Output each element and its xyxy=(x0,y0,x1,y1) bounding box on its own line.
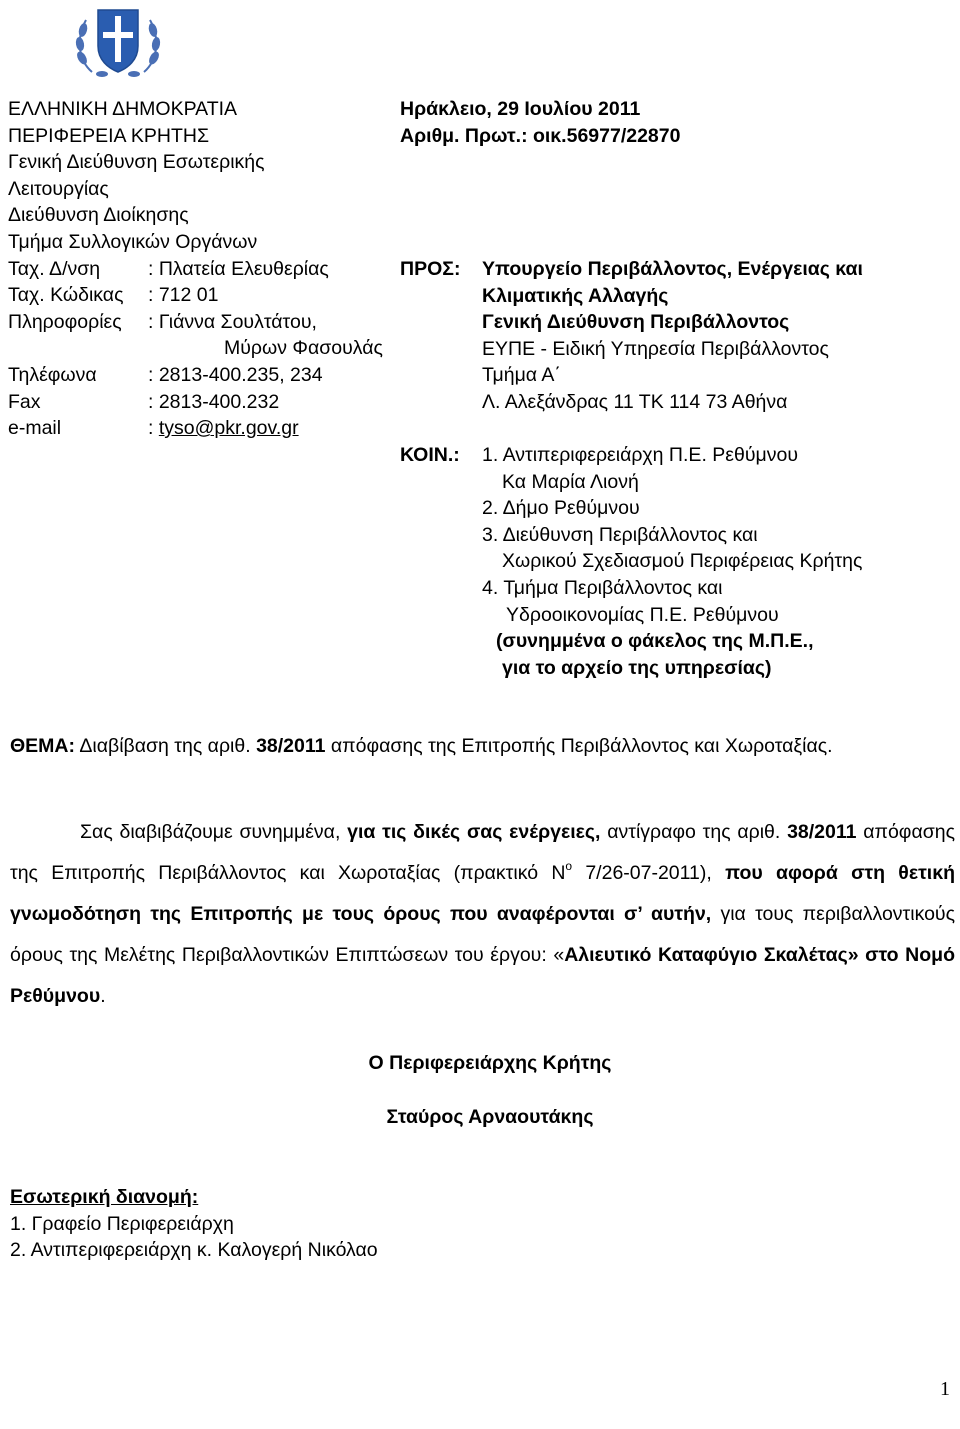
recipient-line: Τμήμα Α΄ xyxy=(482,364,561,387)
field-value: : 2813-400.232 xyxy=(148,390,280,413)
sender-line: ΕΛΛΗΝΙΚΗ ΔΗΜΟΚΡΑΤΙΑ xyxy=(8,98,238,120)
field-key: e-mail xyxy=(8,417,62,440)
body-text-bold: 38/2011 xyxy=(787,821,857,843)
body-text: . xyxy=(100,985,106,1007)
subject-text: απόφασης της Επιτροπής Περιβάλλοντος και Χωροταξίας. xyxy=(325,735,833,757)
body-text-bold: που αφορά στη θετική γνωμοδότηση της Επιτροπής με τους όρους που αναφέρονται σ’ αυτήν, xyxy=(10,862,955,925)
body-paragraph xyxy=(10,812,955,1017)
recipient-line: Υπουργείο Περιβάλλοντος, Ενέργειας και xyxy=(482,258,863,280)
field-value: : 712 01 xyxy=(148,284,219,307)
internal-item: 2. Αντιπεριφερειάρχη κ. Καλογερή Νικόλαο xyxy=(10,1239,378,1262)
body-text: για τους περιβαλλοντικούς όρους της Μελέτης Περιβαλλοντικών Επιπτώσεων του έργου: « xyxy=(10,903,955,966)
cc-line: Υδροοικονομίας Π.Ε. Ρεθύμνου xyxy=(506,603,779,626)
field-value: Μύρων Φασουλάς xyxy=(224,337,383,360)
date-line: Ηράκλειο, 29 Ιουλίου 2011 xyxy=(400,98,641,120)
field-value xyxy=(148,415,299,442)
cc-line: 2. Δήμο Ρεθύμνου xyxy=(482,497,640,520)
address-field xyxy=(8,256,329,283)
cc-line: 1. Αντιπεριφερειάρχη Π.Ε. Ρεθύμνου xyxy=(482,444,798,466)
email-field xyxy=(8,415,299,442)
recipient-line: ΕΥΠΕ - Ειδική Υπηρεσία Περιβάλλοντος xyxy=(482,337,829,360)
cc-line: (συνημμένα ο φάκελος της Μ.Π.Ε., xyxy=(496,630,814,653)
field-key: Ταχ. Δ/νση xyxy=(8,257,101,280)
body-text: αντίγραφο της αριθ. xyxy=(600,821,788,843)
info-field-continued xyxy=(8,335,383,362)
sender-line: Γενική Διεύθυνση Εσωτερικής xyxy=(8,151,265,174)
body-text-bold: Αλιευτικό Καταφύγιο Σκαλέτας» στο Νομό Ρεθύμνου xyxy=(10,944,955,1007)
body-text: 7/26-07-2011), xyxy=(572,862,726,884)
info-field xyxy=(8,309,317,336)
protocol-line: Αριθμ. Πρωτ.: οικ.56977/22870 xyxy=(400,124,681,147)
to-label: ΠΡΟΣ: xyxy=(400,258,461,280)
cc-line: Χωρικού Σχεδιασμού Περιφέρειας Κρήτης xyxy=(502,550,863,573)
cc-recipient-block xyxy=(482,442,862,681)
cc-line: 3. Διεύθυνση Περιβάλλοντος και xyxy=(482,523,758,546)
sender-header xyxy=(8,96,383,442)
to-recipient-block xyxy=(482,256,863,416)
sender-line: Διεύθυνση Διοίκησης xyxy=(8,204,189,227)
sender-line: Λειτουργίας xyxy=(8,177,109,200)
recipient-line: Κλιματικής Αλλαγής xyxy=(482,284,669,307)
phone-field xyxy=(8,362,323,389)
signatory-name: Σταύρος Αρναουτάκης xyxy=(386,1106,594,1128)
field-value: : Πλατεία Ελευθερίας xyxy=(148,257,329,280)
field-key: Fax xyxy=(8,390,41,413)
internal-distribution xyxy=(10,1184,378,1264)
field-value: : 2813-400.235, 234 xyxy=(148,363,323,386)
cc-line: για το αρχείο της υπηρεσίας) xyxy=(502,656,772,679)
cc-label: ΚΟΙΝ.: xyxy=(400,444,460,466)
decision-number: 38/2011 xyxy=(256,735,326,757)
subject-line xyxy=(10,733,952,760)
subject-label: ΘΕΜΑ: xyxy=(10,735,75,757)
date-protocol-block xyxy=(400,96,680,149)
body-text: Σας διαβιβάζουμε συνημμένα, xyxy=(80,821,348,843)
field-key: Ταχ. Κώδικας xyxy=(8,284,124,307)
email-link[interactable]: tyso@pkr.gov.gr xyxy=(158,417,299,440)
greek-republic-emblem xyxy=(72,2,164,82)
postcode-field xyxy=(8,282,265,309)
recipient-line: Λ. Αλεξάνδρας 11 ΤΚ 114 73 Αθήνα xyxy=(482,390,788,413)
cc-line: Κα Μαρία Λιονή xyxy=(502,470,639,493)
body-text-bold: για τις δικές σας ενέργειες, xyxy=(347,821,601,843)
fax-field xyxy=(8,389,280,416)
sender-line: Τμήμα Συλλογικών Οργάνων xyxy=(8,230,258,253)
sender-line: ΠΕΡΙΦΕΡΕΙΑ ΚΡΗΤΗΣ xyxy=(8,124,209,147)
recipient-line: Γενική Διεύθυνση Περιβάλλοντος xyxy=(482,311,790,334)
email-prefix: : xyxy=(148,417,159,440)
field-key: Πληροφορίες xyxy=(8,310,122,333)
internal-heading: Εσωτερική διανομή: xyxy=(10,1186,199,1208)
page-number: 1 xyxy=(940,1378,950,1400)
subject-text: Διαβίβαση της αριθ. xyxy=(75,735,257,757)
body-text: απόφασης της Επιτροπής Περιβάλλοντος και Χωροταξίας (πρακτικό Ν xyxy=(10,821,956,884)
cc-line: 4. Τμήμα Περιβάλλοντος και xyxy=(482,576,723,599)
field-key: Τηλέφωνα xyxy=(8,363,97,386)
superscript: ο xyxy=(565,859,573,873)
signatory-title: Ο Περιφερειάρχης Κρήτης xyxy=(368,1052,612,1074)
field-value: : Γιάννα Σουλτάτου, xyxy=(148,310,317,333)
internal-item: 1. Γραφείο Περιφερειάρχη xyxy=(10,1212,234,1235)
